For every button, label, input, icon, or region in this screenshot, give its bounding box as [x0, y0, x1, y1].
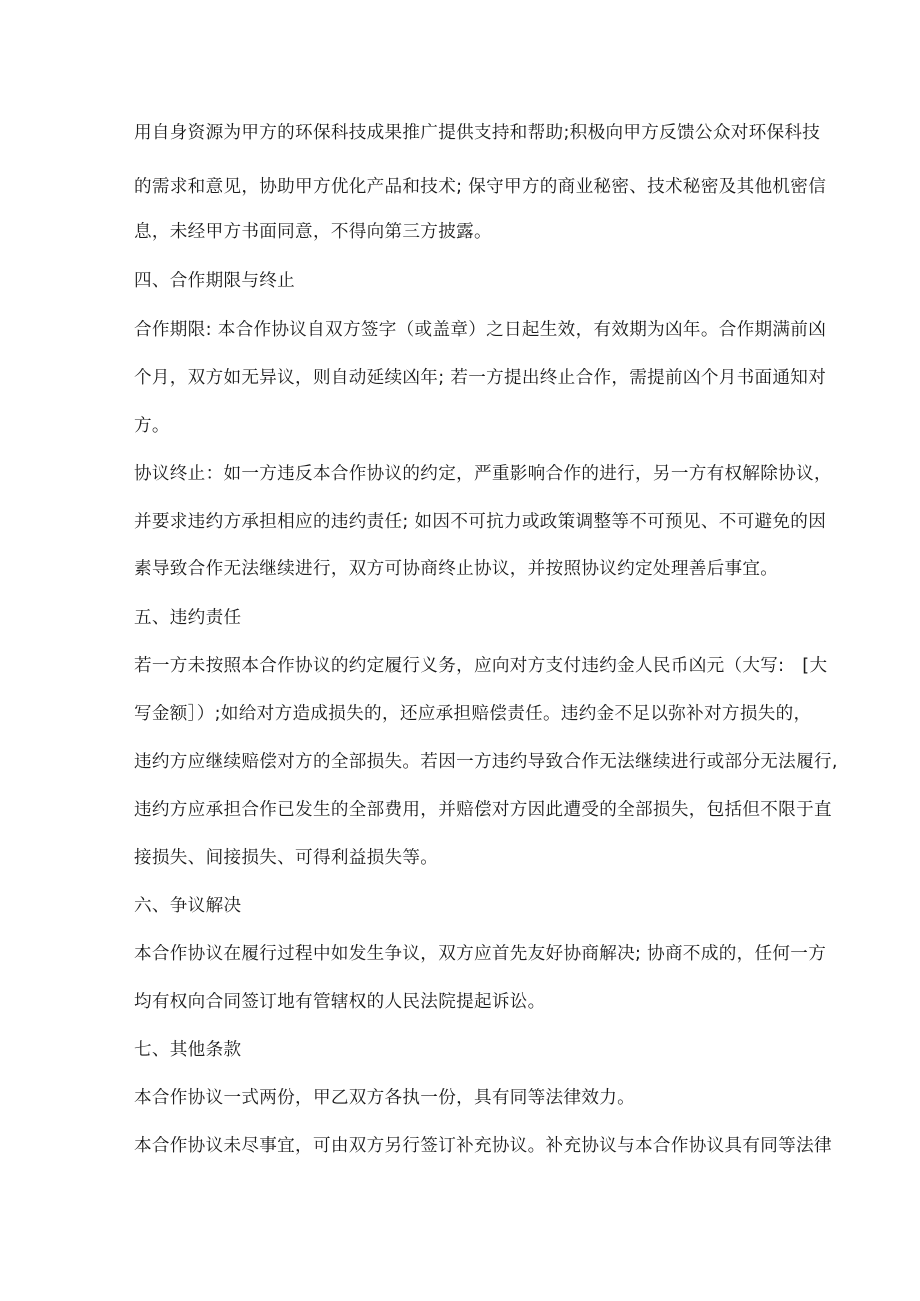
paragraph-line: 本合作协议在履行过程中如发生争议，双方应首先友好协商解决; 协商不成的，任何一方 [134, 944, 827, 964]
paragraph-line: 写金额］）;如给对方造成损失的，还应承担赔偿责任。违约金不足以弥补对方损失的， [134, 704, 812, 724]
section-heading: 五、违约责任 [134, 608, 242, 628]
paragraph-line: 违约方应承担合作已发生的全部费用，并赔偿对方因此遭受的全部损失，包括但不限于直 [134, 800, 832, 820]
paragraph-line: 素导致合作无法继续进行，双方可协商终止协议，并按照协议约定处理善后事宜。 [134, 559, 779, 579]
paragraph-line: 方。 [134, 416, 170, 436]
paragraph-line: 并要求违约方承担相应的违约责任; 如因不可抗力或政策调整等不可预见、不可避免的因 [134, 512, 827, 532]
paragraph-line: 个月，双方如无异议，则自动延续凶年; 若一方提出终止合作，需提前凶个月书面通知对 [134, 368, 827, 388]
section-heading: 六、争议解决 [134, 896, 242, 916]
section-heading: 四、合作期限与终止 [134, 271, 296, 291]
paragraph-line: 违约方应继续赔偿对方的全部损失。若因一方违约导致合作无法继续进行或部分无法履行, [134, 752, 838, 772]
paragraph-line: 本合作协议未尽事宜，可由双方另行签订补充协议。补充协议与本合作协议具有同等法律 [134, 1136, 832, 1156]
paragraph-line: 用自身资源为甲方的环保科技成果推广提供支持和帮助;积极向甲方反馈公众对环保科技 [134, 123, 821, 143]
paragraph-line: 协议终止：如一方违反本合作协议的约定，严重影响合作的进行，另一方有权解除协议， [134, 464, 832, 484]
paragraph-line: 接损失、间接损失、可得利益损失等。 [134, 848, 439, 868]
paragraph-line: 均有权向合同签订地有管辖权的人民法院提起诉讼。 [134, 992, 546, 1012]
paragraph-line: 息，未经甲方书面同意，不得向第三方披露。 [134, 222, 492, 242]
paragraph-line: 的需求和意见，协助甲方优化产品和技术; 保守甲方的商业秘密、技术秘密及其他机密信 [134, 177, 827, 197]
paragraph-line: 合作期限: 本合作协议自双方签字（或盖章）之日起生效，有效期为凶年。合作期满前凶 [134, 320, 827, 340]
paragraph-line: 若一方未按照本合作协议的约定履行义务，应向对方支付违约金人民币凶元（大写: [大 [134, 656, 828, 676]
section-heading: 七、其他条款 [134, 1040, 242, 1060]
paragraph-line: 本合作协议一式两份，甲乙双方各执一份，具有同等法律效力。 [134, 1088, 636, 1108]
